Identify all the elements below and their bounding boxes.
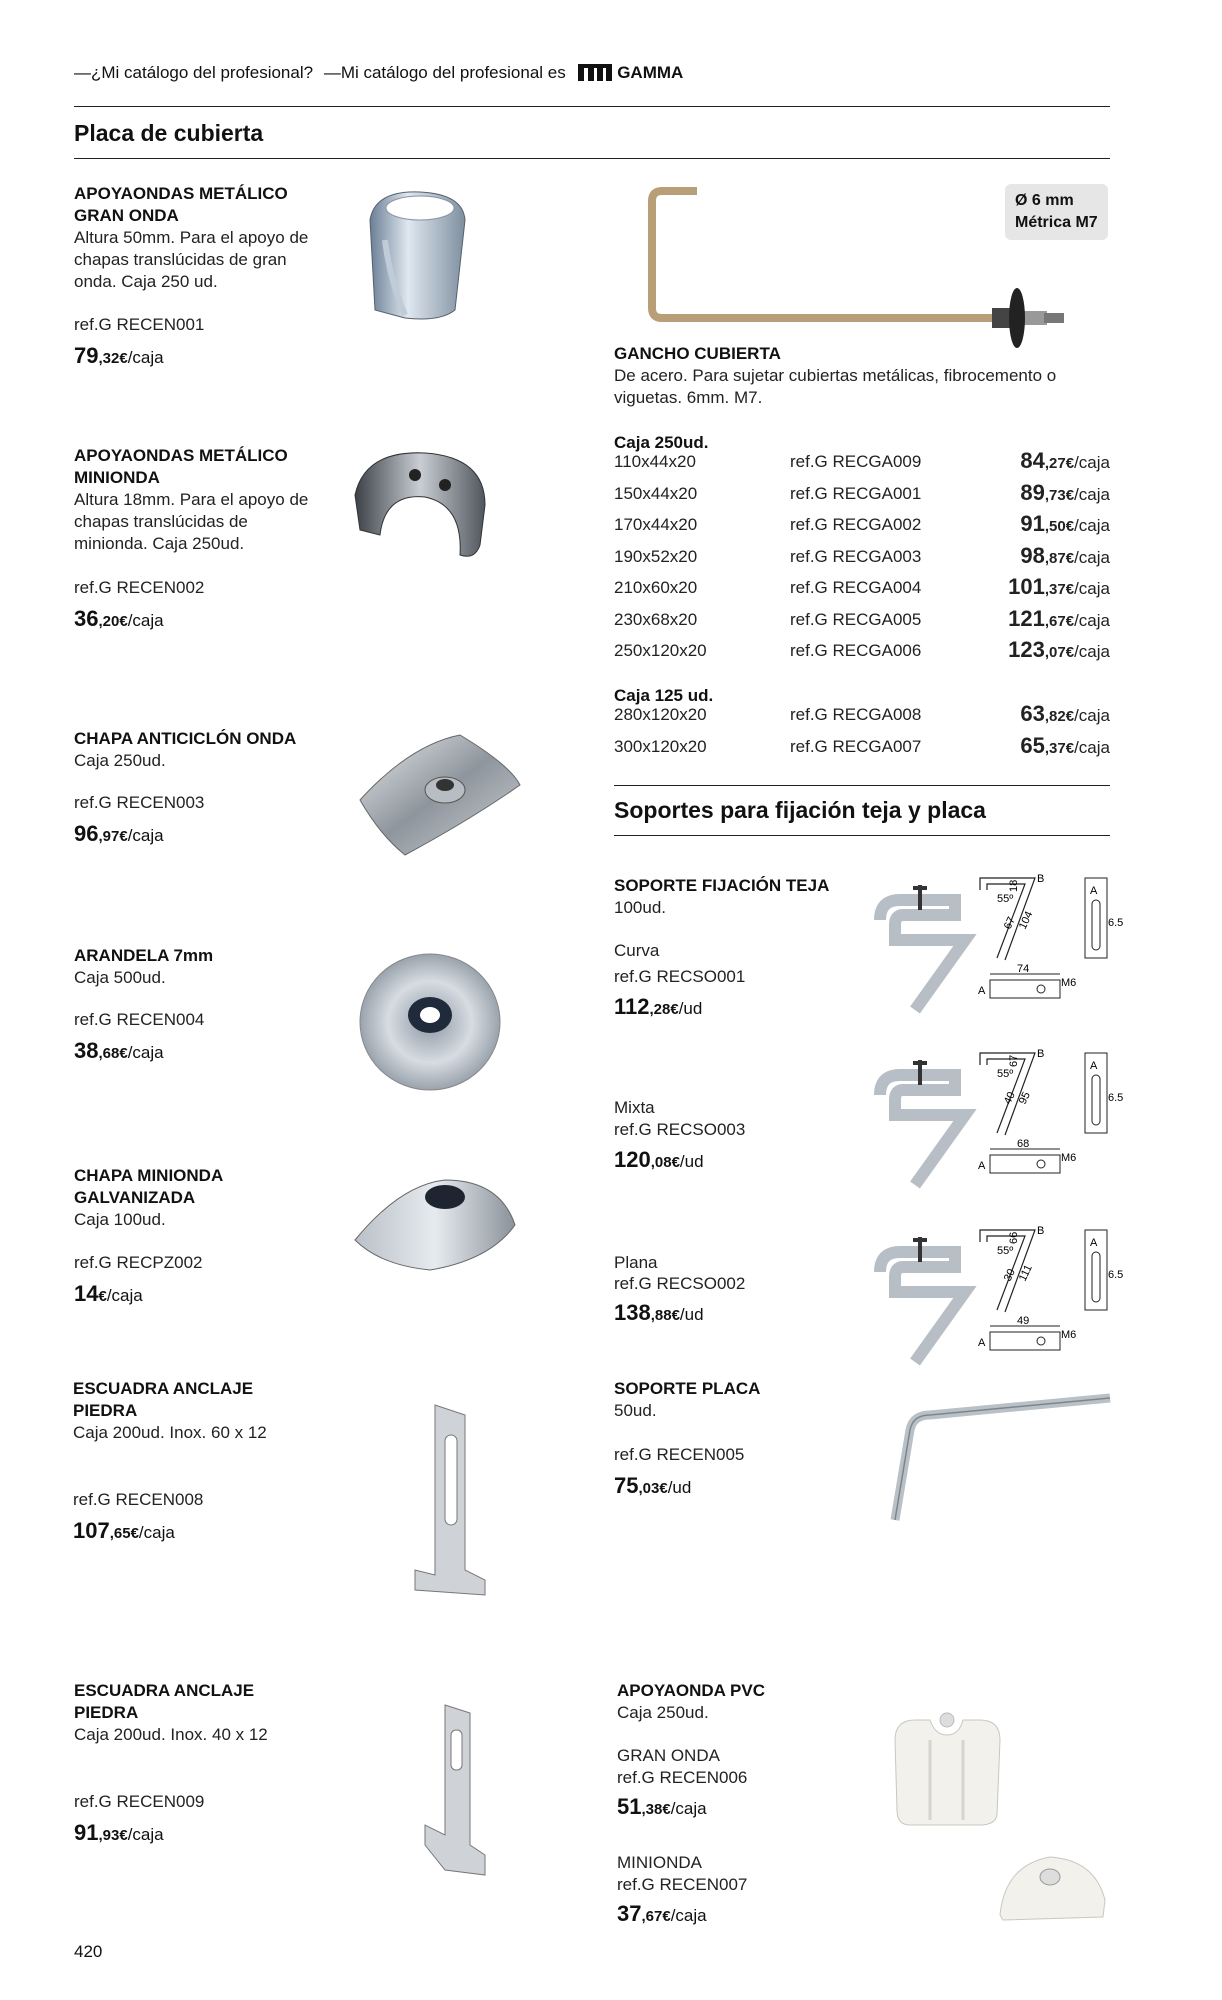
product-name: CHAPA ANTICICLÓN ONDA	[74, 729, 297, 748]
section-title-placa-cubierta: Placa de cubierta	[74, 120, 264, 146]
variant-label: Plana	[614, 1253, 658, 1272]
product-name: ARANDELA 7mm	[74, 946, 214, 965]
a-label: A	[1090, 1237, 1098, 1249]
thread-label: M6	[1061, 1152, 1077, 1164]
size-cell: 150x44x20	[614, 483, 698, 503]
product-name: CHAPA MINIONDA GALVANIZADA	[74, 1166, 223, 1207]
size-cell: 230x68x20	[614, 609, 698, 629]
ref-cell: ref.G RECGA008	[790, 705, 922, 724]
gancho-table-row	[614, 637, 1110, 665]
side-label: 6.5	[1108, 1092, 1124, 1104]
angle-label: 55º	[997, 1245, 1014, 1257]
product-price: 79,32€/caja	[74, 343, 164, 368]
gancho-table-row	[614, 732, 1110, 761]
gancho-table-row	[614, 542, 1110, 571]
product-ref: ref.G RECEN008	[73, 1490, 204, 1509]
size-cell: 190x52x20	[614, 546, 698, 566]
product-apoyaondas-gran-onda	[74, 183, 314, 293]
section-divider	[614, 835, 1110, 836]
product-name: GANCHO CUBIERTA	[614, 344, 781, 363]
variant-label: Mixta	[614, 1098, 655, 1117]
b-label: B	[1037, 873, 1045, 885]
size-cell: 210x60x20	[614, 578, 698, 597]
product-ref: ref.G RECEN005	[614, 1445, 745, 1464]
product-chapa-anticiclon-onda	[74, 728, 334, 772]
product-chapa-minionda-galvanizada	[74, 1165, 314, 1231]
product-ref: ref.G RECPZ002	[74, 1253, 203, 1272]
price-cell: 91,50€/caja	[1020, 511, 1110, 536]
product-apoyaonda-pvc	[617, 1680, 765, 1724]
group-title: Caja 125 ud.	[614, 686, 714, 705]
b-label: B	[1037, 1225, 1045, 1237]
soporte-teja-technical-drawing	[975, 870, 1124, 1025]
price-cell: 98,87€/caja	[1020, 542, 1110, 568]
a-label: A	[978, 985, 986, 997]
product-ref: ref.G RECEN009	[74, 1792, 205, 1811]
variant-label: MINIONDA	[617, 1853, 702, 1872]
price-cell: 63,82€/caja	[1020, 701, 1110, 726]
a-label: A	[1090, 1060, 1098, 1072]
group-title: Caja 250ud.	[614, 433, 709, 452]
width-label: 68	[1017, 1138, 1030, 1150]
b-label: B	[1037, 1048, 1045, 1060]
gancho-table-row	[614, 574, 1110, 602]
slogan-answer: —Mi catálogo del profesional es	[323, 63, 566, 82]
chapa-anticiclon-image	[350, 725, 525, 870]
product-name: APOYAONDA PVC	[617, 1681, 765, 1700]
ref-cell: ref.G RECGA006	[790, 641, 922, 660]
gancho-table-row	[614, 701, 1110, 729]
product-ref: ref.G RECEN003	[74, 793, 205, 812]
chapa-minionda-image	[350, 1165, 525, 1280]
escuadra-40-image	[405, 1695, 505, 1890]
section-title-soportes: Soportes para fijación teja y placa	[614, 797, 986, 823]
size-cell: 300x120x20	[614, 736, 707, 756]
soporte-teja-photo	[875, 880, 975, 1025]
gancho-table-row	[614, 511, 1110, 539]
variant-ref: ref.G RECSO001	[614, 967, 746, 986]
product-description: Altura 50mm. Para el apoyo de chapas translúcidas de gran onda. Caja 250 ud.	[74, 228, 309, 291]
a-label: A	[978, 1337, 986, 1349]
gamma-logo-icon	[578, 64, 612, 86]
arandela-image	[355, 950, 505, 1100]
header-slogan	[74, 63, 683, 86]
gancho-table-row	[614, 448, 1110, 476]
size-cell: 250x120x20	[614, 641, 707, 660]
product-arandela	[74, 945, 314, 989]
variant-price: 138,88€/ud	[614, 1300, 704, 1325]
gancho-spec-badge	[1005, 184, 1108, 240]
price-cell: 89,73€/caja	[1020, 479, 1110, 505]
header-divider	[74, 106, 1110, 107]
thread-label: M6	[1061, 1329, 1077, 1341]
product-price: 75,03€/ud	[614, 1473, 692, 1498]
thread-label: M6	[1061, 977, 1077, 989]
dim-label: 111	[1016, 1263, 1035, 1284]
apoyaonda-minionda-image	[995, 1845, 1110, 1930]
variant-price: 112,28€/ud	[614, 994, 703, 1019]
dim-label: 30	[1001, 1267, 1018, 1284]
variant-price: 37,67€/caja	[617, 1901, 707, 1926]
soporte-teja-technical-drawing	[975, 1045, 1124, 1200]
product-ref: ref.G RECEN004	[74, 1010, 205, 1029]
product-description: Altura 18mm. Para el apoyo de chapas translúcidas de minionda. Caja 250ud.	[74, 490, 309, 553]
size-cell: 110x44x20	[614, 452, 696, 471]
product-escuadra-anclaje-piedra-40	[74, 1680, 314, 1746]
ref-cell: ref.G RECGA001	[790, 483, 922, 503]
ref-cell: ref.G RECGA002	[790, 515, 922, 534]
product-price: 96,97€/caja	[74, 821, 164, 846]
dim-label: 104	[1016, 909, 1036, 932]
page-number: 420	[74, 1942, 103, 1961]
badge-diameter: Ø 6 mm	[1015, 192, 1074, 209]
product-description: Caja 100ud.	[74, 1210, 166, 1229]
dim-label: 66	[1008, 1231, 1020, 1244]
a-label: A	[978, 1160, 986, 1172]
product-name: SOPORTE PLACA	[614, 1379, 761, 1398]
product-apoyaondas-minionda	[74, 445, 314, 555]
product-qty: 50ud.	[614, 1401, 657, 1420]
apoyaonda-gran-onda-image	[885, 1700, 1010, 1835]
product-description: Caja 500ud.	[74, 968, 166, 987]
price-cell: 123,07€/caja	[1008, 637, 1110, 662]
angle-label: 55º	[997, 893, 1014, 905]
width-label: 49	[1017, 1315, 1030, 1327]
ref-cell: ref.G RECGA005	[790, 609, 922, 629]
badge-metric: Métrica M7	[1015, 214, 1098, 231]
variant-label: GRAN ONDA	[617, 1746, 720, 1765]
escuadra-60-image	[395, 1395, 505, 1610]
product-qty: 100ud.	[614, 898, 666, 917]
size-cell: 280x120x20	[614, 705, 707, 724]
gancho-table-row	[614, 605, 1110, 634]
gancho-table-row	[614, 479, 1110, 508]
variant-price: 51,38€/caja	[617, 1794, 707, 1819]
product-price: 14€/caja	[74, 1281, 143, 1306]
variant-price: 120,08€/ud	[614, 1147, 704, 1172]
gamma-brand: GAMMA	[617, 63, 684, 82]
product-ref: ref.G RECEN002	[74, 578, 205, 597]
variant-ref: ref.G RECEN006	[617, 1768, 748, 1787]
product-description: De acero. Para sujetar cubiertas metálicas, fibrocemento o viguetas. 6mm. M7.	[614, 366, 1057, 407]
angle-label: 55º	[997, 1068, 1014, 1080]
side-label: 6.5	[1108, 917, 1124, 929]
ref-cell: ref.G RECGA009	[790, 452, 922, 471]
price-cell: 84,27€/caja	[1020, 448, 1110, 473]
section-divider	[74, 158, 1110, 159]
product-soporte-placa	[614, 1378, 760, 1422]
product-description: Caja 200ud. Inox. 60 x 12	[73, 1423, 267, 1442]
soporte-placa-image	[875, 1390, 1115, 1535]
variant-label: Curva	[614, 941, 660, 960]
dim-label: 67	[1008, 1054, 1020, 1067]
dim-label: 67	[1001, 915, 1018, 932]
product-escuadra-anclaje-piedra-60	[73, 1378, 313, 1444]
dim-label: 40	[1001, 1090, 1018, 1107]
ref-cell: ref.G RECGA004	[790, 578, 922, 597]
product-name: ESCUADRA ANCLAJE PIEDRA	[73, 1379, 254, 1420]
price-cell: 121,67€/caja	[1008, 605, 1110, 631]
product-description: Caja 200ud. Inox. 40 x 12	[74, 1725, 268, 1744]
slogan-question: —¿Mi catálogo del profesional?	[74, 63, 314, 82]
product-price: 91,93€/caja	[74, 1820, 164, 1845]
price-cell: 101,37€/caja	[1008, 574, 1110, 599]
price-cell: 65,37€/caja	[1020, 732, 1110, 758]
product-ref: ref.G RECEN001	[74, 315, 205, 334]
product-name: APOYAONDAS METÁLICO MINIONDA	[74, 446, 288, 487]
variant-ref: ref.G RECSO003	[614, 1120, 746, 1139]
product-name: SOPORTE FIJACIÓN TEJA	[614, 876, 830, 895]
product-name: APOYAONDAS METÁLICO GRAN ONDA	[74, 184, 288, 225]
soporte-teja-photo	[875, 1055, 975, 1200]
side-label: 6.5	[1108, 1269, 1124, 1281]
apoyaondas-minionda-image	[345, 435, 495, 575]
variant-ref: ref.G RECEN007	[617, 1875, 748, 1894]
soporte-teja-photo	[875, 1232, 975, 1377]
gancho-cubierta-image	[612, 183, 1072, 358]
product-price: 38,68€/caja	[74, 1038, 164, 1063]
apoyaondas-gran-onda-image	[345, 180, 475, 330]
product-qty: Caja 250ud.	[617, 1703, 709, 1722]
product-soporte-fijacion-teja	[614, 875, 829, 919]
product-price: 107,65€/caja	[73, 1518, 175, 1543]
product-description: Caja 250ud.	[74, 751, 166, 770]
product-name: ESCUADRA ANCLAJE PIEDRA	[74, 1681, 255, 1722]
product-gancho-cubierta	[614, 343, 1114, 409]
section-divider	[614, 785, 1110, 786]
dim-label: 18	[1008, 879, 1020, 892]
width-label: 74	[1017, 963, 1030, 975]
size-cell: 170x44x20	[614, 515, 698, 534]
dim-label: 95	[1016, 1090, 1033, 1107]
a-label: A	[1090, 885, 1098, 897]
variant-ref: ref.G RECSO002	[614, 1274, 746, 1293]
ref-cell: ref.G RECGA007	[790, 736, 922, 756]
soporte-teja-technical-drawing	[975, 1222, 1124, 1377]
product-price: 36,20€/caja	[74, 606, 164, 631]
ref-cell: ref.G RECGA003	[790, 546, 922, 566]
